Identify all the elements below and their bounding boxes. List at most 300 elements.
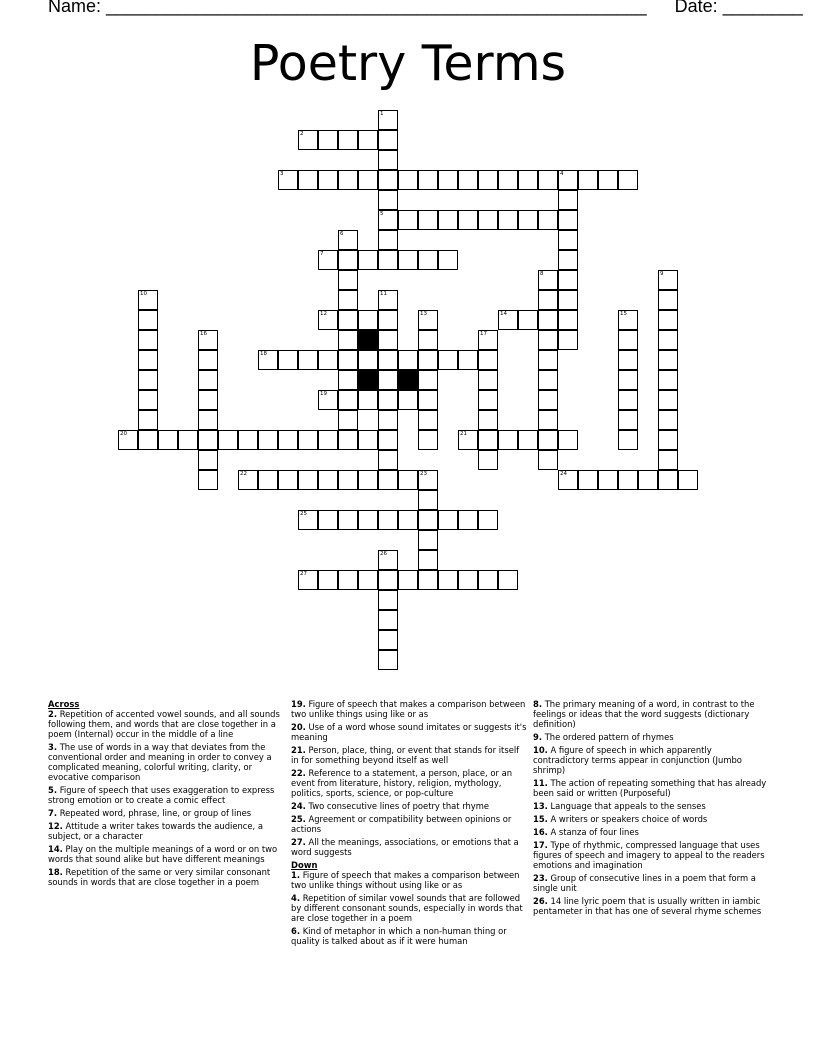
clue-text: A stanza of four lines [550,827,639,837]
crossword-cell[interactable] [398,510,418,530]
clue-item [291,722,527,742]
crossword-cell[interactable] [338,290,358,310]
clue-text: A figure of speech in which apparently contradictory terms appear in conjunction (Jumbo shrimp) [533,745,742,775]
crossword-cell[interactable] [398,470,418,490]
crossword-cell[interactable] [338,130,358,150]
crossword-cell[interactable] [198,350,218,370]
clue-number: 23 [420,471,427,477]
crossword-cell[interactable] [318,350,338,370]
clue-number-label: 13. [533,801,548,811]
clue-number-label: 21. [291,745,306,755]
clue-number-label: 22. [291,768,306,778]
crossword-cell[interactable] [658,370,678,390]
crossword-cell[interactable] [318,310,338,330]
crossword-cell[interactable] [478,390,498,410]
clue-item [291,745,527,765]
crossword-cell[interactable] [398,170,418,190]
crossword-cell[interactable] [278,350,298,370]
crossword-cell[interactable] [378,370,398,390]
crossword-cell[interactable] [458,570,478,590]
crossword-cell[interactable] [418,430,438,450]
crossword-cell[interactable] [578,170,598,190]
crossword-cell[interactable] [198,330,218,350]
clue-number-label: 8. [533,699,543,709]
crossword-cell[interactable] [318,250,338,270]
crossword-cell[interactable] [418,350,438,370]
crossword-cell[interactable] [658,430,678,450]
crossword-cell[interactable] [378,630,398,650]
crossword-cell[interactable] [338,350,358,370]
black-square [358,330,378,350]
clues-column-1 [48,699,282,890]
clue-number-label: 12. [48,821,63,831]
crossword-cell[interactable] [338,230,358,250]
crossword-cell[interactable] [558,290,578,310]
clue-text: Attitude a writer takes towards the audience, a subject, or a character [48,821,264,841]
crossword-cell[interactable] [558,250,578,270]
crossword-cell[interactable] [438,170,458,190]
crossword-cell[interactable] [618,390,638,410]
crossword-cell[interactable] [258,470,278,490]
name-date-header [48,0,803,17]
crossword-cell[interactable] [498,570,518,590]
crossword-cell[interactable] [238,430,258,450]
crossword-cell[interactable] [298,470,318,490]
clue-number-label: 17. [533,840,548,850]
clue-text: Kind of metaphor in which a non-human thing or quality is talked about as if it were human [291,926,507,946]
crossword-cell[interactable] [378,330,398,350]
crossword-cell[interactable] [478,510,498,530]
crossword-cell[interactable] [238,470,258,490]
crossword-cell[interactable] [378,170,398,190]
crossword-cell[interactable] [378,550,398,570]
crossword-cell[interactable] [618,370,638,390]
clue-text: Type of rhythmic, compressed language that uses figures of speech and imagery to appeal to the readers emotions and imagination [533,840,765,870]
crossword-cell[interactable] [398,570,418,590]
crossword-cell[interactable] [418,410,438,430]
crossword-cell[interactable] [378,130,398,150]
clue-text: 14 line lyric poem that is usually written in iambic pentameter in that has one of several rhyme schemes [533,896,762,916]
crossword-cell[interactable] [358,390,378,410]
crossword-cell[interactable] [478,170,498,190]
crossword-cell[interactable] [338,370,358,390]
crossword-cell[interactable] [298,170,318,190]
crossword-cell[interactable] [618,330,638,350]
crossword-cell[interactable] [178,430,198,450]
crossword-cell[interactable] [418,370,438,390]
crossword-cell[interactable] [318,390,338,410]
crossword-cell[interactable] [478,350,498,370]
clue-number: 20 [120,431,127,437]
crossword-cell[interactable] [358,470,378,490]
crossword-cell[interactable] [518,430,538,450]
clue-text: The ordered pattern of rhymes [544,732,674,742]
clue-number: 3 [280,171,284,177]
crossword-cell[interactable] [418,250,438,270]
clue-item [291,926,527,946]
clue-number: 8 [540,271,544,277]
crossword-cell[interactable] [418,510,438,530]
clue-item [533,801,769,811]
clue-item [291,870,527,890]
crossword-cell[interactable] [398,350,418,370]
clue-item [291,837,527,857]
crossword-cell[interactable] [498,310,518,330]
crossword-cell[interactable] [618,470,638,490]
crossword-cell[interactable] [518,170,538,190]
crossword-cell[interactable] [398,210,418,230]
crossword-cell[interactable] [458,350,478,370]
crossword-cell[interactable] [138,310,158,330]
clue-text: Use of a word whose sound imitates or suggests it's meaning [291,722,527,742]
clue-number-label: 15. [533,814,548,824]
crossword-cell[interactable] [478,330,498,350]
clue-text: Play on the multiple meanings of a word or on two words that sound alike but have different meanings [48,844,278,864]
clue-text: The primary meaning of a word, in contrast to the feelings or ideas that the word suggests (dictionary definition) [533,699,755,729]
crossword-cell[interactable] [458,510,478,530]
crossword-cell[interactable] [318,470,338,490]
crossword-cell[interactable] [558,310,578,330]
clue-number-label: 9. [533,732,543,742]
crossword-cell[interactable] [578,470,598,490]
date-label: Date: [674,0,718,16]
crossword-cell[interactable] [558,330,578,350]
crossword-cell[interactable] [318,510,338,530]
crossword-cell[interactable] [658,350,678,370]
crossword-cell[interactable] [118,430,138,450]
crossword-cell[interactable] [638,470,658,490]
clue-number: 7 [320,251,324,257]
crossword-cell[interactable] [658,290,678,310]
clue-number-label: 20. [291,722,306,732]
crossword-cell[interactable] [398,250,418,270]
crossword-cell[interactable] [318,170,338,190]
crossword-cell[interactable] [298,430,318,450]
crossword-cell[interactable] [478,370,498,390]
crossword-cell[interactable] [538,350,558,370]
crossword-cell[interactable] [358,510,378,530]
black-square [358,370,378,390]
crossword-cell[interactable] [278,470,298,490]
crossword-cell[interactable] [358,570,378,590]
clue-number-label: 10. [533,745,548,755]
clue-text: Agreement or compatibility between opinions or actions [291,814,512,834]
crossword-cell[interactable] [658,470,678,490]
crossword-cell[interactable] [398,390,418,410]
crossword-cell[interactable] [418,550,438,570]
clue-item [533,732,769,742]
crossword-cell[interactable] [358,350,378,370]
crossword-cell[interactable] [358,310,378,330]
name-field[interactable]: ______________________________________________________ [106,0,647,16]
clue-number-label: 7. [48,808,58,818]
clue-number-label: 4. [291,893,301,903]
clue-item [48,808,282,818]
crossword-cell[interactable] [158,430,178,450]
crossword-cell[interactable] [378,590,398,610]
crossword-cell[interactable] [378,210,398,230]
clue-item [48,844,282,864]
page-title: Poetry Terms [249,35,567,92]
crossword-cell[interactable] [378,510,398,530]
crossword-cell[interactable] [438,350,458,370]
crossword-cell[interactable] [378,190,398,210]
clue-item [48,821,282,841]
crossword-cell[interactable] [538,270,558,290]
crossword-cell[interactable] [378,110,398,130]
clue-number: 11 [380,291,387,297]
crossword-cell[interactable] [498,430,518,450]
clue-number: 12 [320,311,327,317]
clue-number-label: 27. [291,837,306,847]
crossword-cell[interactable] [658,450,678,470]
crossword-cell[interactable] [598,470,618,490]
clue-number-label: 5. [48,785,58,795]
crossword-cell[interactable] [138,390,158,410]
crossword-cell[interactable] [298,510,318,530]
clue-number: 6 [340,231,344,237]
crossword-cell[interactable] [198,470,218,490]
crossword-cell[interactable] [478,570,498,590]
crossword-cell[interactable] [138,370,158,390]
crossword-cell[interactable] [418,490,438,510]
crossword-cell[interactable] [338,270,358,290]
crossword-cell[interactable] [538,410,558,430]
clue-number: 2 [300,131,304,137]
crossword-cell[interactable] [438,250,458,270]
crossword-cell[interactable] [558,170,578,190]
clue-text: Figure of speech that makes a comparison between two unlike things using like or as [291,699,526,719]
crossword-cell[interactable] [438,510,458,530]
clue-item [48,867,282,887]
clue-number: 24 [560,471,567,477]
crossword-cell[interactable] [558,470,578,490]
crossword-cell[interactable] [378,410,398,430]
clue-number: 17 [480,331,487,337]
clue-number-label: 24. [291,801,306,811]
crossword-cell[interactable] [378,570,398,590]
crossword-cell[interactable] [318,430,338,450]
crossword-cell[interactable] [138,350,158,370]
crossword-cell[interactable] [378,250,398,270]
clue-item [533,873,769,893]
crossword-cell[interactable] [358,170,378,190]
crossword-cell[interactable] [458,170,478,190]
crossword-cell[interactable] [278,430,298,450]
crossword-cell[interactable] [338,250,358,270]
crossword-cell[interactable] [538,290,558,310]
clue-text: Person, place, thing, or event that stands for itself in for something beyond itself as well [291,745,520,765]
name-label: Name: [48,0,102,16]
clues-column-3 [533,699,769,919]
crossword-cell[interactable] [318,130,338,150]
crossword-cell[interactable] [198,430,218,450]
crossword-cell[interactable] [438,570,458,590]
clue-item [291,814,527,834]
clue-number-label: 6. [291,926,301,936]
crossword-cell[interactable] [138,430,158,450]
crossword-cell[interactable] [418,390,438,410]
clue-text: The action of repeating something that has already been said or written (Purposeful) [533,778,767,798]
crossword-cell[interactable] [258,430,278,450]
crossword-cell[interactable] [138,410,158,430]
clue-text: The use of words in a way that deviates from the conventional order and meaning in order to convey a complicated meaning, colorful writing, clarity, or evocative comparison [48,742,272,782]
crossword-cell[interactable] [538,310,558,330]
clue-item [533,814,769,824]
crossword-cell[interactable] [298,570,318,590]
clue-number-label: 1. [291,870,301,880]
clue-number: 27 [300,571,307,577]
crossword-cell[interactable] [358,250,378,270]
crossword-cell[interactable] [358,130,378,150]
clue-number-label: 26. [533,896,548,906]
crossword-cell[interactable] [558,210,578,230]
clue-number-label: 19. [291,699,306,709]
clue-text: Group of consecutive lines in a poem that form a single unit [533,873,756,893]
crossword-cell[interactable] [378,650,398,670]
clue-item [291,699,527,719]
crossword-cell[interactable] [618,350,638,370]
crossword-cell[interactable] [378,310,398,330]
clue-number: 25 [300,511,307,517]
crossword-cell[interactable] [558,230,578,250]
crossword-cell[interactable] [258,350,278,370]
crossword-cell[interactable] [478,430,498,450]
crossword-cell[interactable] [378,230,398,250]
clue-item [533,745,769,775]
crossword-cell[interactable] [538,390,558,410]
crossword-cell[interactable] [418,470,438,490]
crossword-cell[interactable] [538,430,558,450]
crossword-cell[interactable] [378,390,398,410]
crossword-cell[interactable] [278,170,298,190]
clue-item [291,768,527,798]
crossword-cell[interactable] [378,450,398,470]
crossword-cell[interactable] [138,290,158,310]
clue-number: 19 [320,391,327,397]
clue-text: Repeated word, phrase, line, or group of lines [59,808,252,818]
clue-number: 9 [660,271,664,277]
crossword-cell[interactable] [498,210,518,230]
crossword-cell[interactable] [198,410,218,430]
crossword-cell[interactable] [378,350,398,370]
clue-text: Repetition of accented vowel sounds, and all sounds following them, and words that are close together in a poem (Internal) occur in the middle of a line [48,709,280,739]
crossword-cell[interactable] [658,410,678,430]
clue-text: All the meanings, associations, or emotions that a word suggests [291,837,519,857]
crossword-cell[interactable] [338,430,358,450]
clue-item [533,699,769,729]
crossword-cell[interactable] [518,210,538,230]
crossword-cell[interactable] [478,210,498,230]
crossword-cell[interactable] [418,330,438,350]
crossword-cell[interactable] [138,330,158,350]
crossword-cell[interactable] [198,370,218,390]
date-field[interactable]: ________ [722,0,803,16]
crossword-cell[interactable] [618,310,638,330]
crossword-cell[interactable] [338,510,358,530]
crossword-cell[interactable] [358,430,378,450]
crossword-cell[interactable] [558,270,578,290]
crossword-cell[interactable] [198,390,218,410]
crossword-cell[interactable] [418,310,438,330]
crossword-cell[interactable] [338,410,358,430]
crossword-cell[interactable] [298,130,318,150]
crossword-cell[interactable] [318,570,338,590]
crossword-cell[interactable] [438,210,458,230]
crossword-cell[interactable] [658,390,678,410]
crossword-cell[interactable] [618,170,638,190]
crossword-cell[interactable] [618,430,638,450]
crossword-cell[interactable] [338,170,358,190]
crossword-cell[interactable] [378,150,398,170]
crossword-cell[interactable] [338,470,358,490]
crossword-cell[interactable] [418,570,438,590]
black-square [398,370,418,390]
crossword-cell[interactable] [658,270,678,290]
clue-number: 18 [260,351,267,357]
crossword-cell[interactable] [418,170,438,190]
crossword-cell[interactable] [618,410,638,430]
crossword-cell[interactable] [538,170,558,190]
clue-number: 22 [240,471,247,477]
clue-item [48,742,282,782]
clue-number: 21 [460,431,467,437]
crossword-cell[interactable] [458,430,478,450]
clue-item [533,896,769,916]
crossword-cell[interactable] [538,330,558,350]
crossword-cell[interactable] [478,450,498,470]
crossword-cell[interactable] [378,290,398,310]
crossword-cell[interactable] [338,330,358,350]
crossword-cell[interactable] [458,210,478,230]
clue-number-label: 18. [48,867,63,877]
crossword-cell[interactable] [658,330,678,350]
clue-text: Language that appeals to the senses [550,801,706,811]
crossword-cell[interactable] [378,430,398,450]
crossword-cell[interactable] [558,430,578,450]
crossword-cell[interactable] [338,310,358,330]
crossword-cell[interactable] [598,170,618,190]
crossword-cell[interactable] [538,210,558,230]
clue-number: 1 [380,111,384,117]
crossword-cell[interactable] [418,210,438,230]
crossword-cell[interactable] [378,610,398,630]
crossword-cell[interactable] [418,530,438,550]
crossword-cell[interactable] [518,310,538,330]
crossword-cell[interactable] [198,450,218,470]
clue-number: 13 [420,311,427,317]
clue-number: 15 [620,311,627,317]
crossword-cell[interactable] [498,170,518,190]
crossword-cell[interactable] [538,370,558,390]
crossword-cell[interactable] [678,470,698,490]
clue-item [48,785,282,805]
crossword-cell[interactable] [338,570,358,590]
crossword-cell[interactable] [478,410,498,430]
crossword-cell[interactable] [338,390,358,410]
clue-number: 26 [380,551,387,557]
clue-number-label: 2. [48,709,58,719]
crossword-cell[interactable] [218,430,238,450]
clue-item [291,893,527,923]
clue-item [48,709,282,739]
crossword-cell[interactable] [658,310,678,330]
crossword-cell[interactable] [378,470,398,490]
crossword-cell[interactable] [558,190,578,210]
clue-item [291,801,527,811]
crossword-cell[interactable] [538,450,558,470]
crossword-cell[interactable] [298,350,318,370]
